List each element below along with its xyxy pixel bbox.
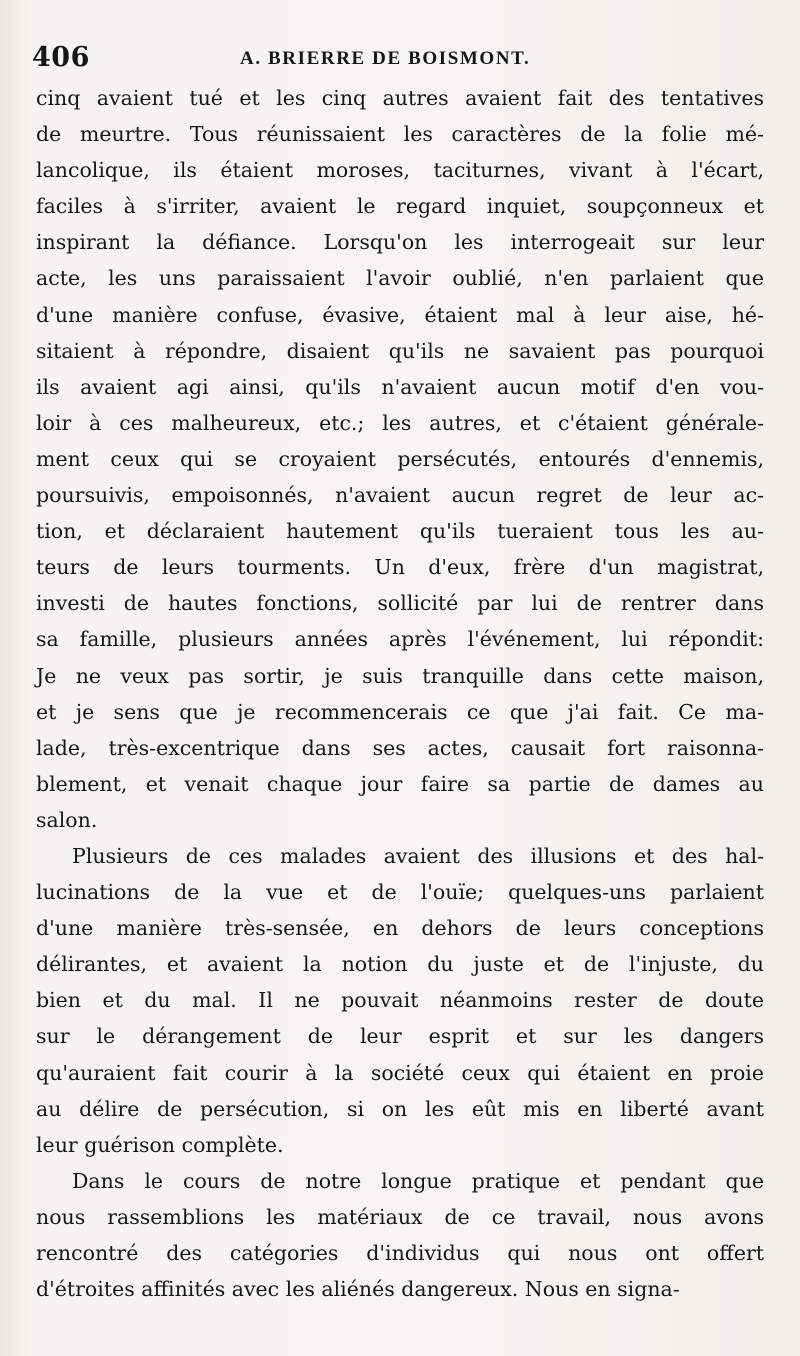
text-line: faciles à s'irriter, avaient le regard inquiet, soupçonneux et — [36, 194, 764, 219]
text-line: d'étroites affinités avec les aliénés dangereux. Nous en signa- — [36, 1277, 680, 1302]
text-line: bien et du mal. Il ne pouvait néanmoins rester de doute — [36, 988, 764, 1013]
text-line: lucinations de la vue et de l'ouïe; quelques-uns parlaient — [36, 880, 764, 905]
text-line: qu'auraient fait courir à la société ceux qui étaient en proie — [36, 1060, 764, 1085]
text-line: ment ceux qui se croyaient persécutés, entourés d'ennemis, — [36, 446, 764, 471]
text-line: d'une manière confuse, évasive, étaient mal à leur aise, hé- — [36, 302, 764, 327]
paragraph — [36, 1163, 764, 1307]
text-line: Je ne veux pas sortir, je suis tranquille dans cette maison, — [36, 663, 764, 688]
text-line: investi de hautes fonctions, sollicité par lui de rentrer dans — [36, 591, 764, 616]
paragraph — [36, 80, 764, 838]
text-line: et je sens que je recommencerais ce que j'ai fait. Ce ma- — [36, 699, 764, 724]
text-line: ils avaient agi ainsi, qu'ils n'avaient aucun motif d'en vou- — [36, 374, 764, 399]
text-line: lade, très-excentrique dans ses actes, causait fort raisonna- — [36, 735, 764, 760]
body-text — [36, 80, 764, 1307]
page-header — [30, 40, 770, 76]
text-line: blement, et venait chaque jour faire sa partie de dames au — [36, 771, 764, 796]
text-line: Plusieurs de ces malades avaient des illusions et des hal- — [72, 843, 764, 868]
running-head: A. BRIERRE DE BOISMONT. — [240, 48, 531, 69]
page-number: 406 — [32, 42, 90, 73]
text-line: de meurtre. Tous réunissaient les caractères de la folie mé- — [36, 122, 764, 147]
text-line: poursuivis, empoisonnés, n'avaient aucun regret de leur ac- — [36, 483, 764, 508]
text-line: délirantes, et avaient la notion du juste et de l'injuste, du — [36, 952, 764, 977]
text-line: lancolique, ils étaient moroses, taciturnes, vivant à l'écart, — [36, 158, 764, 183]
text-line: cinq avaient tué et les cinq autres avaient fait des tentatives — [36, 86, 764, 110]
text-line: sur le dérangement de leur esprit et sur les dangers — [36, 1024, 764, 1049]
text-line: loir à ces malheureux, etc.; les autres, et c'étaient générale- — [36, 410, 764, 435]
text-line: Dans le cours de notre longue pratique et pendant que — [72, 1168, 764, 1193]
text-line: tion, et déclaraient hautement qu'ils tueraient tous les au- — [36, 519, 764, 544]
text-line: sa famille, plusieurs années après l'événement, lui répondit: — [36, 627, 764, 652]
text-line: rencontré des catégories d'individus qui nous ont offert — [36, 1241, 764, 1265]
text-line: au délire de persécution, si on les eût mis en liberté avant — [36, 1096, 764, 1121]
text-line: leur guérison complète. — [36, 1132, 284, 1157]
text-line: d'une manière très-sensée, en dehors de leurs conceptions — [36, 916, 764, 941]
text-line: salon. — [36, 807, 98, 832]
text-line: inspirant la défiance. Lorsqu'on les interrogeait sur leur — [36, 230, 764, 255]
paragraph — [36, 838, 764, 1163]
text-line: sitaient à répondre, disaient qu'ils ne savaient pas pourquoi — [36, 338, 764, 363]
text-line: teurs de leurs tourments. Un d'eux, frère d'un magistrat, — [36, 555, 764, 580]
text-line: acte, les uns paraissaient l'avoir oublié, n'en parlaient que — [36, 266, 764, 291]
text-line: nous rassemblions les matériaux de ce travail, nous avons — [36, 1204, 764, 1229]
